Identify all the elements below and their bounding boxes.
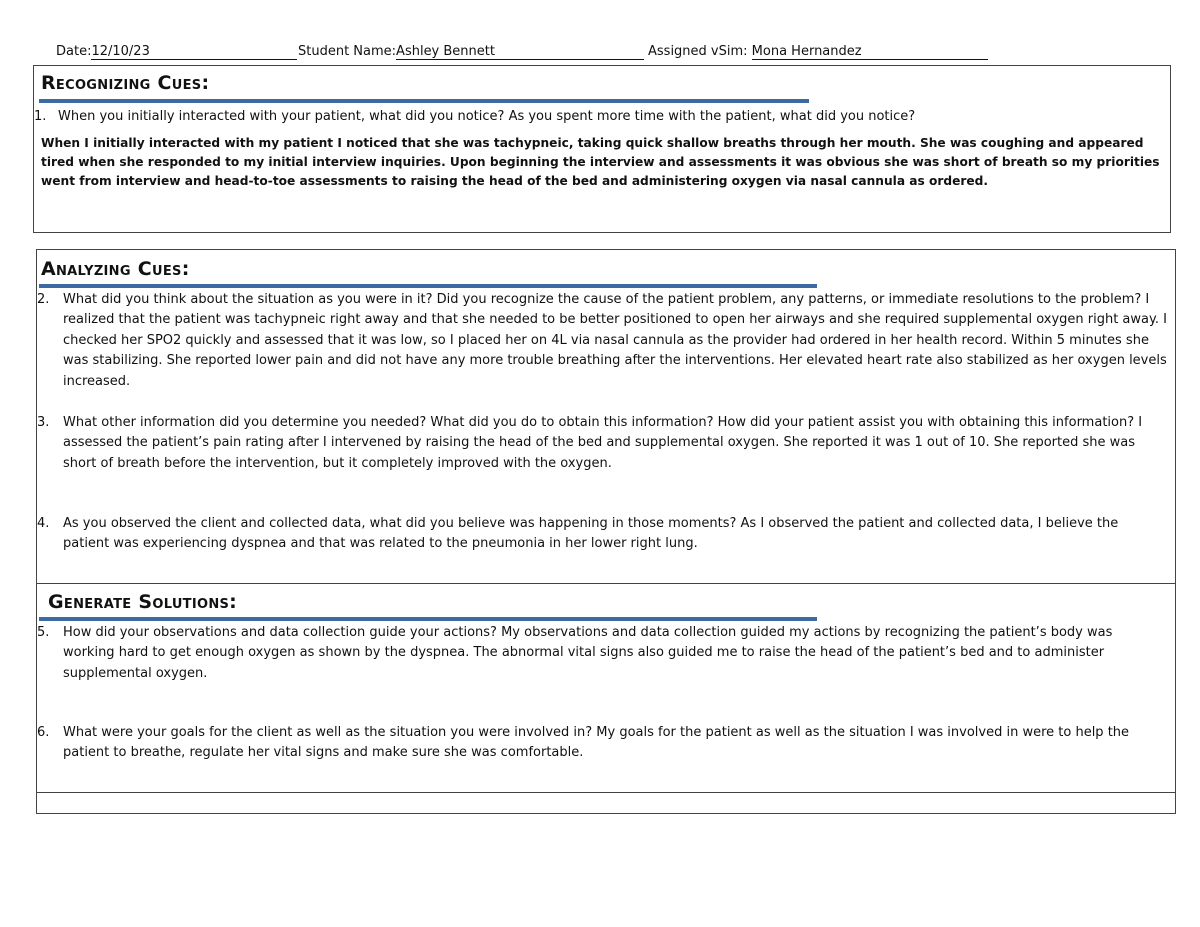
question-6-text: What were your goals for the client as well as the situation you were involved in? My goals for the patient as well as the situation I was involved in were to help the patient to breathe, regulate her vital signs and make sure she was comfortable. — [63, 725, 1130, 761]
question-3-text: What other information did you determine you needed? What did you do to obtain this information? How did your patient assist you with obtaining this information? I assessed the patient’s pain rating after I intervened by raising the head of the bed and supplemental oxygen. She reported it was 1 out of 10. She reported she was short of breath before the intervention, but it completely improved with the oxygen. — [63, 415, 1143, 471]
question-2-text: What did you think about the situation as you were in it? Did you recognize the cause of the patient problem, any patterns, or immediate resolutions to the problem? I realized that the patient was tachypneic right away and that she needed to be better positioned to open her airways and she required supplemental oxygen right away. I checked her SPO2 quickly and assessed that it was low, so I placed her on 4L via nasal cannula as the provider had ordered in her health record. Within 5 minutes she was stabilizing. She reported lower pain and did not have any more trouble breathing after the interventions. Her elevated heart rate also stabilized as her oxygen levels increased. — [63, 292, 1167, 389]
analyzing-cues-heading: Analyzing Cues: — [41, 258, 190, 280]
question-5-number: 5. — [37, 625, 50, 640]
student-name-field — [298, 44, 644, 60]
question-6-number: 6. — [37, 725, 50, 740]
assigned-vsim-label: Assigned vSim: — [648, 44, 752, 59]
bottom-row-divider — [36, 792, 1176, 793]
recognizing-cues-heading: Recognizing Cues: — [41, 72, 210, 94]
question-3-number: 3. — [37, 415, 50, 430]
generate-solutions-accent-bar — [39, 617, 817, 621]
date-label: Date: — [56, 44, 92, 59]
header-line — [56, 44, 1000, 62]
analyzing-cues-accent-bar — [39, 284, 817, 288]
generate-solutions-heading: Generate Solutions: — [48, 591, 238, 613]
date-value: 12/10/23 — [91, 44, 297, 60]
question-1-text: When you initially interacted with your patient, what did you notice? As you spent more time with the patient, what did you notice? — [58, 109, 916, 124]
answer-1-text: When I initially interacted with my patient I noticed that she was tachypneic, taking quick shallow breaths through her mouth. She was coughing and appeared tired when she responded to my initial interview inquiries. Upon beginning the interview and assessments it was obvious she was short of breath so my priorities went from interview and head-to-toe assessments to raising the head of the bed and administering oxygen via nasal cannula as ordered. — [41, 136, 1160, 188]
question-5-text: How did your observations and data collection guide your actions? My observations and data collection guided my actions by recognizing the patient’s body was working hard to get enough oxygen as shown by the dyspnea. The abnormal vital signs also guided me to raise the head of the patient’s bed and to administer supplemental oxygen. — [63, 625, 1113, 681]
question-2-number: 2. — [37, 292, 50, 307]
assigned-vsim-field — [648, 44, 988, 60]
student-name-label: Student Name: — [298, 44, 397, 59]
question-1-number: 1. — [34, 109, 47, 124]
recognizing-cues-accent-bar — [39, 99, 809, 103]
assigned-vsim-value: Mona Hernandez — [752, 44, 988, 60]
question-4-number: 4. — [37, 516, 50, 531]
section-divider — [36, 583, 1176, 584]
date-field — [56, 44, 297, 60]
question-4-text: As you observed the client and collected data, what did you believe was happening in those moments? As I observed the patient and collected data, I believe the patient was experiencing dyspnea and that was related to the pneumonia in her lower right lung. — [63, 516, 1119, 552]
student-name-value: Ashley Bennett — [396, 44, 644, 60]
